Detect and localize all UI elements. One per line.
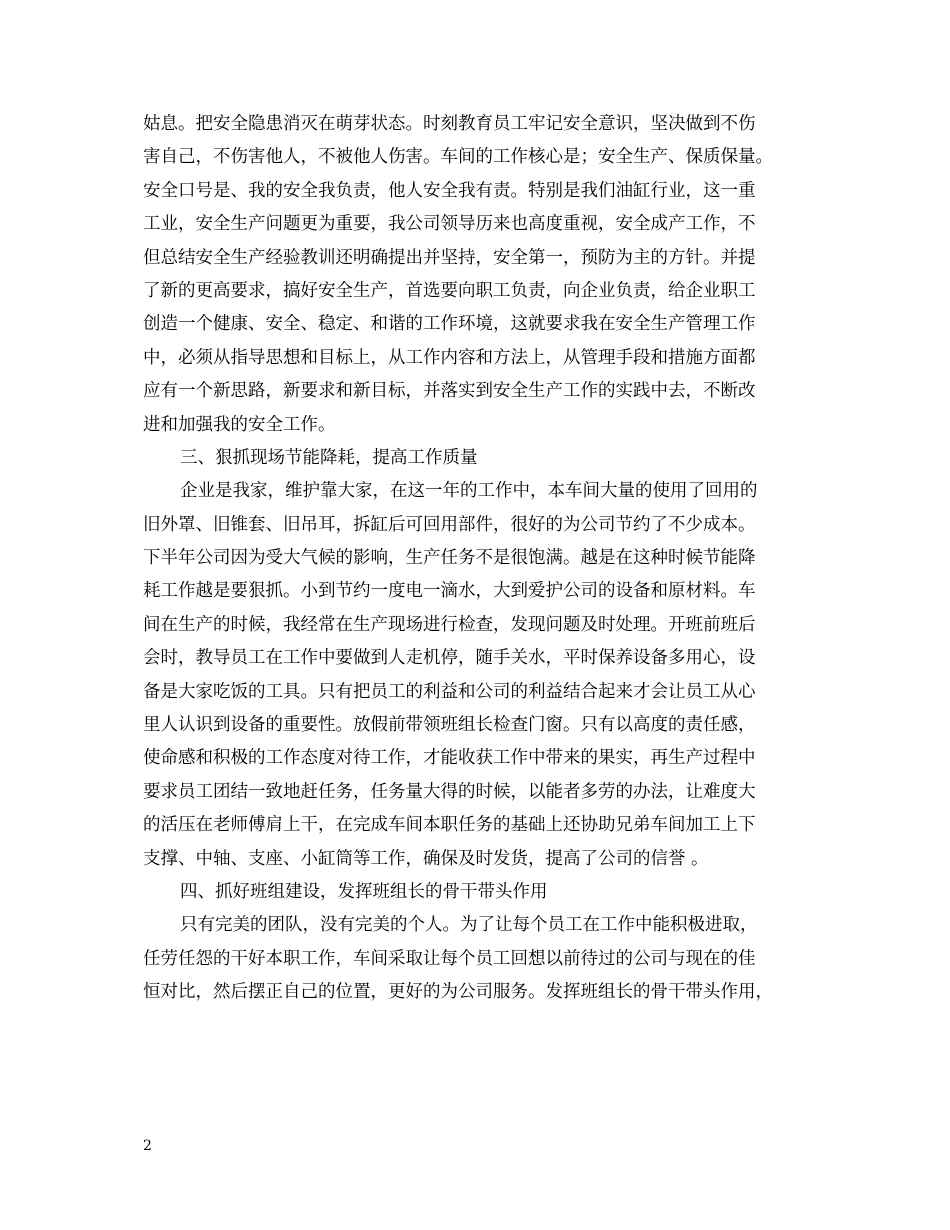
text-line: 要求员工团结一致地赶任务，任务量大得的时候，以能者多劳的办法，让难度大 xyxy=(143,781,756,802)
body-text xyxy=(143,108,823,1010)
text-line: 中，必须从指导思想和目标上，从工作内容和方法上，从管理手段和措施方面都 xyxy=(143,347,756,368)
text-line: 姑息。把安全隐患消灭在萌芽状态。时刻教育员工牢记安全意识，坚决做到不伤 xyxy=(143,114,756,134)
text-line: 耗工作越是要狠抓。小到节约一度电一滴水，大到爱护公司的设备和原材料。车 xyxy=(143,581,756,602)
text-line: 旧外罩、旧锥套、旧吊耳，拆缸后可回用部件，很好的为公司节约了不少成本。 xyxy=(143,514,756,535)
section-heading-3: 三、狠抓现场节能降耗，提高工作质量 xyxy=(180,447,478,468)
text-line: 里人认识到设备的重要性。放假前带领班组长检查门窗。只有以高度的责任感， xyxy=(143,715,756,736)
page-number: 2 xyxy=(143,1138,152,1154)
text-line: 安全口号是、我的安全我负责，他人安全我有责。特别是我们油缸行业，这一重 xyxy=(143,180,756,201)
text-line: 应有一个新思路，新要求和新目标，并落实到安全生产工作的实践中去，不断改 xyxy=(143,381,756,402)
section-heading-4: 四、抓好班组建设，发挥班组长的骨干带头作用 xyxy=(180,881,548,902)
text-line: 下半年公司因为受大气候的影响，生产任务不是很饱满。越是在这种时候节能降 xyxy=(143,548,756,569)
text-line: 但总结安全生产经验教训还明确提出并坚持，安全第一，预防为主的方针。并提 xyxy=(143,247,756,268)
text-line: 创造一个健康、安全、稳定、和谐的工作环境，这就要求我在安全生产管理工作 xyxy=(143,314,756,335)
text-line: 恒对比，然后摆正自己的位置，更好的为公司服务。发挥班组长的骨干带头作用， xyxy=(143,982,773,1003)
text-line: 害自己，不伤害他人，不被他人伤害。车间的工作核心是；安全生产、保质保量。 xyxy=(143,147,773,168)
text-line: 进和加强我的安全工作。 xyxy=(143,414,336,435)
paragraph-start: 只有完美的团队，没有完美的个人。为了让每个员工在工作中能积极进取， xyxy=(180,915,758,936)
text-line: 任劳任怨的干好本职工作，车间采取让每个员工回想以前待过的公司与现在的佳 xyxy=(143,948,756,969)
text-line: 工业，安全生产问题更为重要，我公司领导历来也高度重视，安全成产工作，不 xyxy=(143,214,756,235)
text-line: 了新的更高要求，搞好安全生产，首选要向职工负责，向企业负责，给企业职工 xyxy=(143,280,756,301)
text-line: 间在生产的时候，我经常在生产现场进行检查，发现问题及时处理。开班前班后 xyxy=(143,614,756,635)
text-line: 使命感和积极的工作态度对待工作，才能收获工作中带来的果实，再生产过程中 xyxy=(143,748,756,769)
text-line: 会时，教导员工在工作中要做到人走机停，随手关水，平时保养设备多用心，设 xyxy=(143,648,756,669)
text-line: 备是大家吃饭的工具。只有把员工的利益和公司的利益结合起来才会让员工从心 xyxy=(143,681,756,702)
text-line: 支撑、中轴、支座、小缸筒等工作，确保及时发货，提高了公司的信誉 。 xyxy=(143,848,709,869)
text-line: 的活压在老师傅肩上干，在完成车间本职任务的基础上还协助兄弟车间加工上下 xyxy=(143,815,756,836)
paragraph-start: 企业是我家，维护靠大家，在这一年的工作中，本车间大量的使用了回用的 xyxy=(180,481,758,502)
